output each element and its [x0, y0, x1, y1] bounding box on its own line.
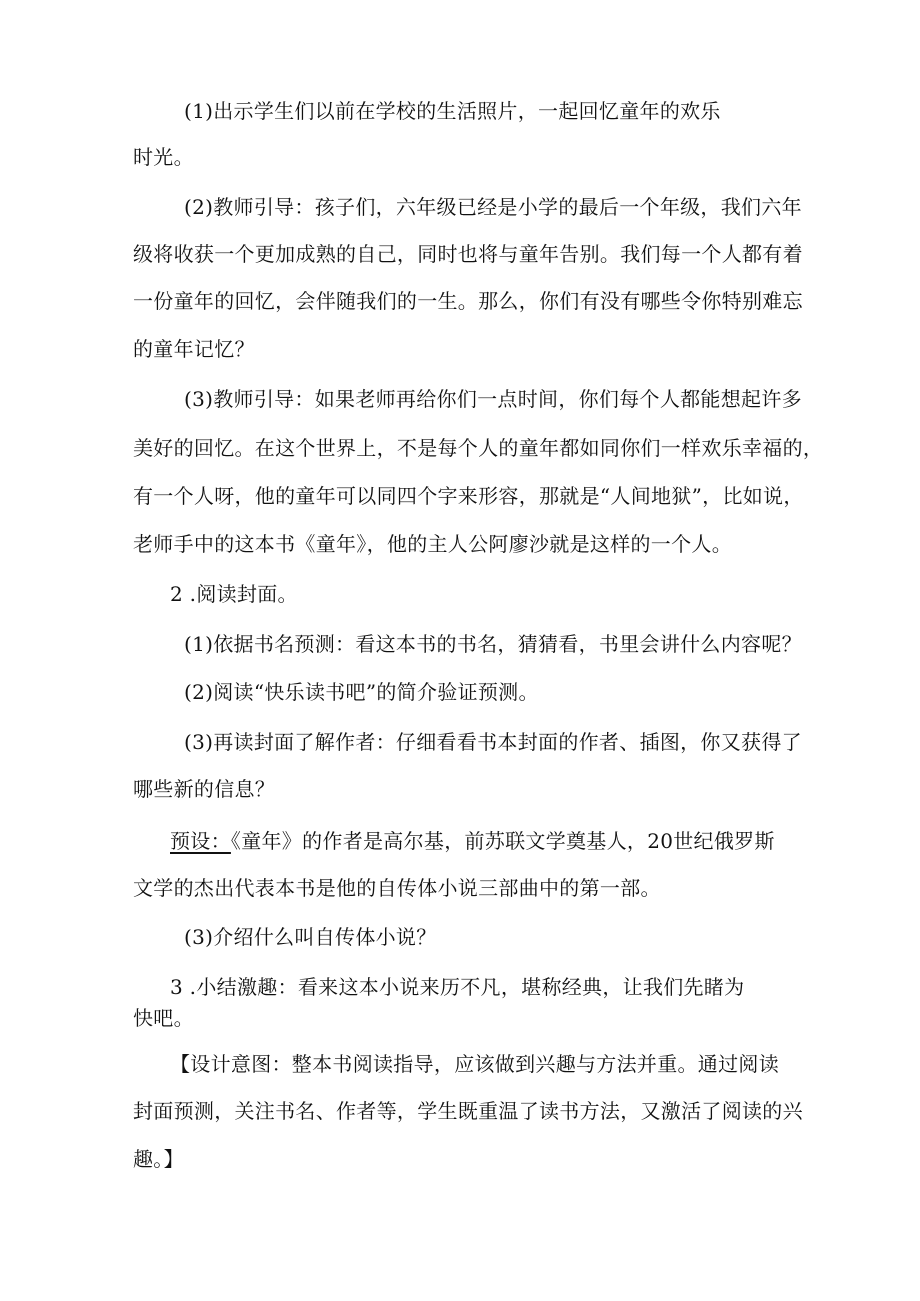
- paragraph-line: 级将收获一个更加成熟的自己，同时也将与童年告别。我们每一个人都有着: [133, 242, 803, 266]
- preset-line: [170, 827, 775, 855]
- paragraph-line: (2)教师引导：孩子们，六年级已经是小学的最后一个年级，我们六年: [184, 195, 802, 219]
- paragraph-line: 快吧。: [133, 1006, 194, 1030]
- preset-text: 《童年》的作者是高尔基，前苏联文学奠基人，20世纪俄罗斯: [230, 829, 775, 853]
- paragraph-line: 封面预测，关注书名、作者等，学生既重温了读书方法，又激活了阅读的兴: [133, 1099, 803, 1123]
- paragraph-line: 时光。: [133, 145, 194, 169]
- paragraph-line: 的童年记忆？: [133, 337, 255, 361]
- paragraph-line: 趣。】: [133, 1147, 184, 1171]
- paragraph-line: (1)出示学生们以前在学校的生活照片，一起回忆童年的欢乐: [184, 99, 721, 123]
- paragraph-line: (2)阅读“快乐读书吧”的简介验证预测。: [184, 680, 539, 704]
- paragraph-line: 老师手中的这本书《童年》，他的主人公阿廖沙就是这样的一个人。: [133, 532, 732, 556]
- section-heading: 2 .阅读封面。: [170, 582, 298, 606]
- paragraph-line: 文学的杰出代表本书是他的自传体小说三部曲中的第一部。: [133, 876, 661, 900]
- paragraph-line: 美好的回忆。在这个世界上，不是每个人的童年都如同你们一样欢乐幸福的，: [133, 436, 824, 460]
- paragraph-line: 【设计意图：整本书阅读指导，应该做到兴趣与方法并重。通过阅读: [170, 1052, 779, 1076]
- paragraph-line: 有一个人呀，他的童年可以同四个字来形容，那就是“人间地狱”，比如说，: [133, 484, 804, 508]
- paragraph-line: 3 .小结激趣：看来这本小说来历不凡，堪称经典，让我们先睹为: [170, 975, 745, 999]
- paragraph-line: (3)再读封面了解作者：仔细看看书本封面的作者、插图，你又获得了: [184, 730, 802, 754]
- paragraph-line: (3)介绍什么叫自传体小说？: [184, 925, 437, 949]
- paragraph-line: 一份童年的回忆，会伴随我们的一生。那么，你们有没有哪些令你特别难忘: [133, 289, 803, 313]
- paragraph-line: (1)依据书名预测：看这本书的书名，猜猜看，书里会讲什么内容呢？: [184, 632, 802, 656]
- paragraph-line: 哪些新的信息？: [133, 777, 276, 801]
- paragraph-line: (3)教师引导：如果老师再给你们一点时间，你们每个人都能想起许多: [184, 387, 802, 411]
- preset-label: 预设：: [170, 829, 231, 853]
